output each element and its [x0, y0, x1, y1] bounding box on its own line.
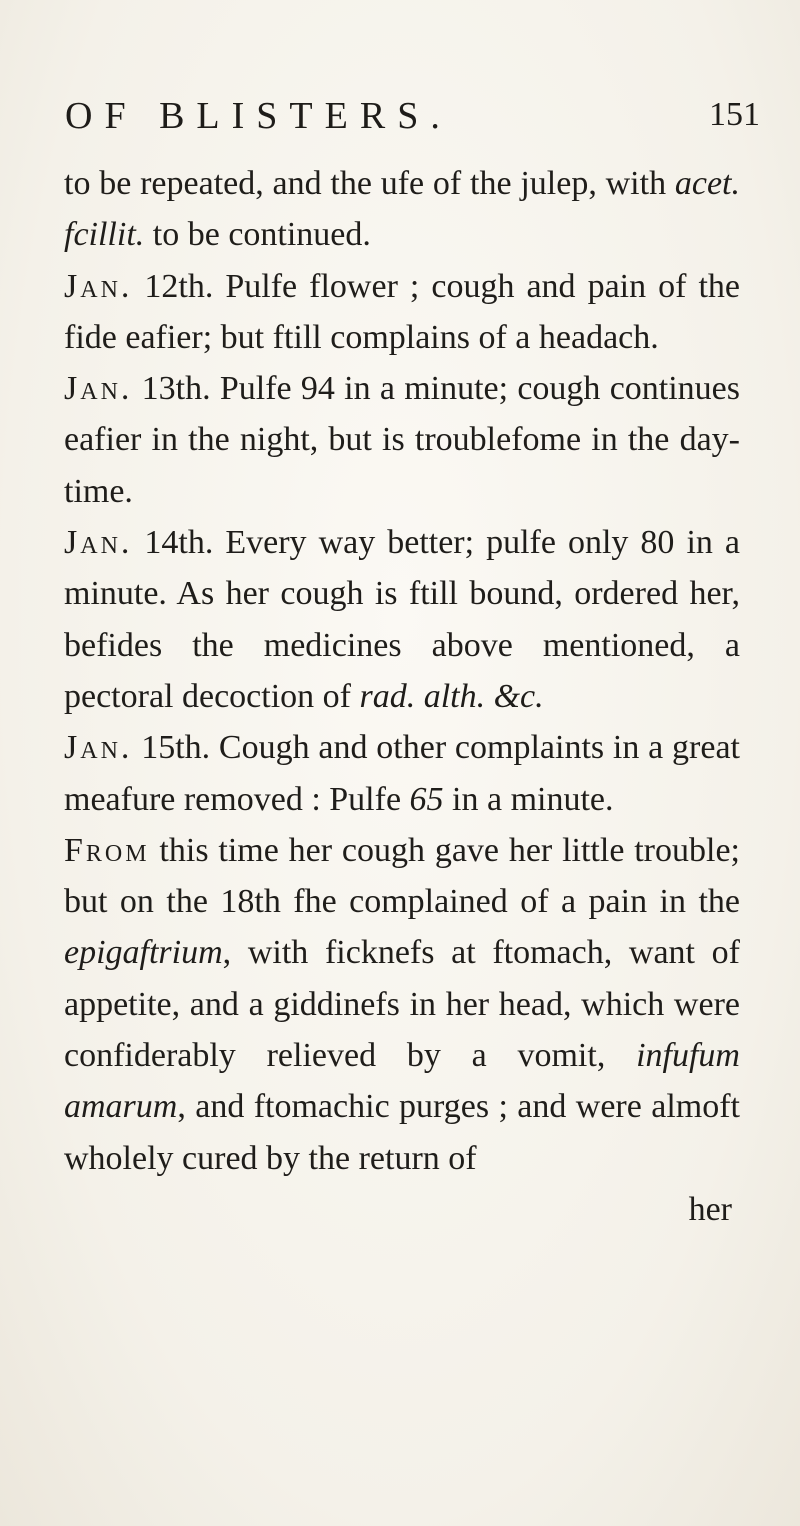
pulse-value: 65: [409, 780, 444, 818]
italic-term: acet. fcillit.: [64, 165, 740, 254]
catchword: her: [688, 1190, 732, 1228]
running-title: OF BLISTERS.: [65, 95, 452, 137]
paragraph-continuation: [64, 158, 740, 261]
entry-text: 12th. Pulfe flower ; cough and pain of the fide eafier; but ftill complains of a headach.: [64, 267, 740, 356]
entry-jan-13: [64, 363, 740, 517]
text-run: this time her cough gave her little trouble; but on the 18th fhe complained of a pain in the: [64, 831, 740, 921]
date-label: Jan.: [64, 729, 133, 767]
entry-text: 14th. Every way better; pulfe only 80 in a minute. As her cough is ftill bound, ordered her, befides the medicines above mentioned, a pectoral decoction of: [64, 524, 740, 715]
text-run: to be repeated, and the ufe of the julep, with: [64, 165, 675, 202]
text-run: , with ficknefs at ftomach, want of appetite, and a giddinefs in her head, which were confiderably relieved by a vomit,: [64, 934, 740, 1075]
running-head: [60, 92, 760, 142]
italic-term: epigaftrium: [64, 934, 223, 972]
paragraph-from-this-time: [64, 825, 740, 1184]
lead-word: From: [64, 831, 150, 869]
page-number: 151: [709, 96, 760, 133]
entry-text: in a minute.: [443, 780, 614, 818]
body-text: [64, 158, 740, 1235]
text-run: , and ftomachic purges ; and were almoft wholely cured by the return of: [64, 1088, 740, 1177]
date-label: Jan.: [64, 370, 133, 408]
entry-jan-12: [64, 261, 740, 364]
entry-text: 13th. Pulfe 94 in a minute; cough continues eafier in the night, but is troublefome in the day-time.: [64, 370, 740, 510]
italic-term: rad. alth. &c.: [359, 677, 544, 715]
text-run: to be continued.: [144, 216, 371, 254]
date-label: Jan.: [64, 524, 133, 562]
entry-text: 15th. Cough and other complaints in a great meafure removed : Pulfe: [64, 729, 740, 818]
italic-term: infufum amarum: [64, 1037, 740, 1126]
date-label: Jan.: [64, 267, 133, 305]
entry-jan-15: [64, 722, 740, 825]
entry-jan-14: [64, 517, 740, 722]
